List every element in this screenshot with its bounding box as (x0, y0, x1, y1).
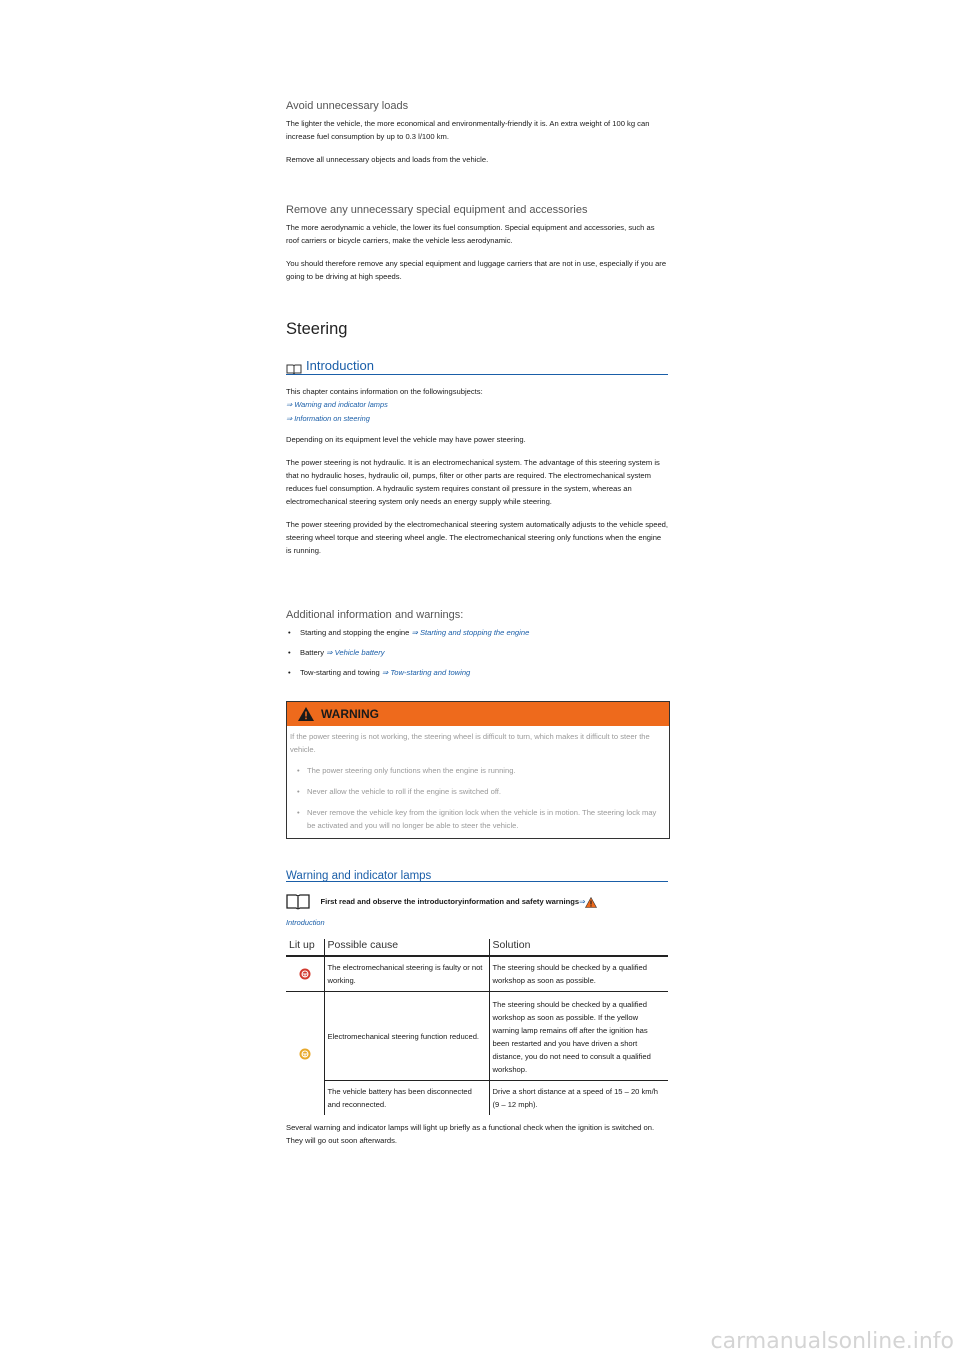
additional-item-text: Starting and stopping the engine (300, 628, 412, 637)
loads-paragraph-1: The lighter the vehicle, the more economical and environmentally-friendly it is. An extra weight of 100 kg can increase fuel consumption by up to 0.3 l/100 km. (286, 119, 650, 141)
watermark: carmanualsonline.info (710, 1329, 954, 1354)
additional-item-text: Tow-starting and towing (300, 668, 382, 677)
solution-cell: The steering should be checked by a qualified workshop as soon as possible. (489, 956, 668, 992)
additional-item (286, 666, 668, 679)
table-row (286, 956, 668, 992)
equipment-heading: Remove any unnecessary special equipment and accessories (286, 204, 588, 216)
warning-item: • Never allow the vehicle to roll if the engine is switched off. (290, 785, 666, 798)
warning-item: • The power steering only functions when the engine is running. (290, 764, 666, 777)
chapter-info (286, 385, 668, 557)
steering-paragraph-1: Depending on its equipment level the vehicle may have power steering. (286, 435, 526, 444)
col-possible-cause: Possible cause (324, 939, 489, 956)
warning-body (287, 726, 669, 838)
warning-header (287, 702, 669, 726)
warning-box (286, 701, 670, 839)
read-first-text: First read and observe the introductoryinformation and safety warnings (320, 897, 580, 906)
loads-paragraph-2: Remove all unnecessary objects and loads from the vehicle. (286, 155, 489, 164)
steering-paragraph-3: The power steering provided by the electromechanical steering system automatically adjusts to the vehicle speed, steering wheel torque and steering wheel angle. The electromechanical steering only functions when the engine is running. (286, 520, 668, 555)
steering-section (286, 320, 668, 339)
additional-item (286, 646, 668, 659)
warning-intro: If the power steering is not working, the steering wheel is difficult to turn, which makes it difficult to steer the vehicle. (290, 732, 650, 754)
link-starting-stopping[interactable]: ⇒ Starting and stopping the engine (411, 628, 530, 637)
loads-heading: Avoid unnecessary loads (286, 100, 409, 112)
lamps-note (286, 1121, 668, 1147)
read-first-arrow: ⇒ (579, 897, 586, 906)
section-loads (286, 100, 668, 166)
additional-info (286, 609, 668, 679)
equipment-paragraph-2: You should therefore remove any special equipment and luggage carriers that are not in use, especially if you are going to be driving at high speeds. (286, 259, 667, 281)
steering-red-lamp-icon (299, 968, 311, 980)
solution-cell: Drive a short distance at a speed of 15 – 20 km/h (9 – 12 mph). (489, 1081, 668, 1116)
cause-cell: Electromechanical steering function reduced. (324, 992, 489, 1081)
book-icon (286, 361, 302, 379)
solution-cell: The steering should be checked by a qualified workshop as soon as possible. If the yellow warning lamp remains off after the ignition has been restarted and you have driven a short distance, you do not need to consult a qualified workshop. (489, 992, 668, 1081)
steering-paragraph-2: The power steering is not hydraulic. It is an electromechanical system. The advantage of this steering system is that no hydraulic hoses, hydraulic oil, pumps, filter or other parts are required. The electromechanical system reduces fuel consumption. A hydraulic system requires constant oil pressure in the system, whereas an electromechanical steering system only needs an energy supply while steering. (286, 458, 660, 506)
warning-triangle-icon (585, 895, 597, 913)
book-icon (286, 892, 310, 915)
link-introduction[interactable]: Introduction (286, 918, 325, 927)
lamp-cell (286, 992, 324, 1116)
equipment-paragraph-1: The more aerodynamic a vehicle, the lower its fuel consumption. Special equipment and accessories, such as roof carriers or bicycle carriers, make the vehicle less aerodynamic. (286, 223, 655, 245)
read-first-note (286, 892, 668, 929)
cause-cell: The electromechanical steering is faulty or not working. (324, 956, 489, 992)
introduction-title: Introduction (306, 358, 374, 373)
chapter-text: This chapter contains information on the followingsubjects: (286, 387, 483, 396)
additional-item-text: Battery (300, 648, 327, 657)
steering-yellow-lamp-icon (299, 1048, 311, 1060)
lamps-table (286, 939, 668, 1115)
lamps-title: Warning and indicator lamps (286, 870, 432, 882)
cause-cell: The vehicle battery has been disconnected and reconnected. (324, 1081, 489, 1116)
additional-heading: Additional information and warnings: (286, 609, 464, 621)
table-row (286, 1081, 668, 1116)
page-title: Steering (286, 320, 348, 338)
introduction-header (286, 358, 668, 375)
lamp-cell (286, 956, 324, 992)
warning-item: • Never remove the vehicle key from the ignition lock when the vehicle is in motion. The steering lock may be activated and you will no longer be able to steer the vehicle. (290, 806, 666, 832)
warning-triangle-icon (297, 706, 315, 727)
link-vehicle-battery[interactable]: ⇒ Vehicle battery (326, 648, 385, 657)
link-information-steering[interactable]: ⇒ Information on steering (286, 414, 370, 423)
col-lit-up: Lit up (286, 939, 324, 956)
lamps-table-wrap (286, 939, 668, 1115)
table-row (286, 992, 668, 1081)
warning-label: WARNING (321, 707, 379, 721)
link-tow-starting[interactable]: ⇒ Tow-starting and towing (381, 668, 471, 677)
col-solution: Solution (489, 939, 668, 956)
section-equipment (286, 204, 668, 283)
additional-item (286, 626, 668, 639)
lamps-section-header (286, 866, 668, 882)
link-warning-lamps[interactable]: ⇒ Warning and indicator lamps (286, 400, 388, 409)
lamps-note-text: Several warning and indicator lamps will light up briefly as a functional check when the ignition is switched on. They will go out soon afterwards. (286, 1123, 655, 1145)
